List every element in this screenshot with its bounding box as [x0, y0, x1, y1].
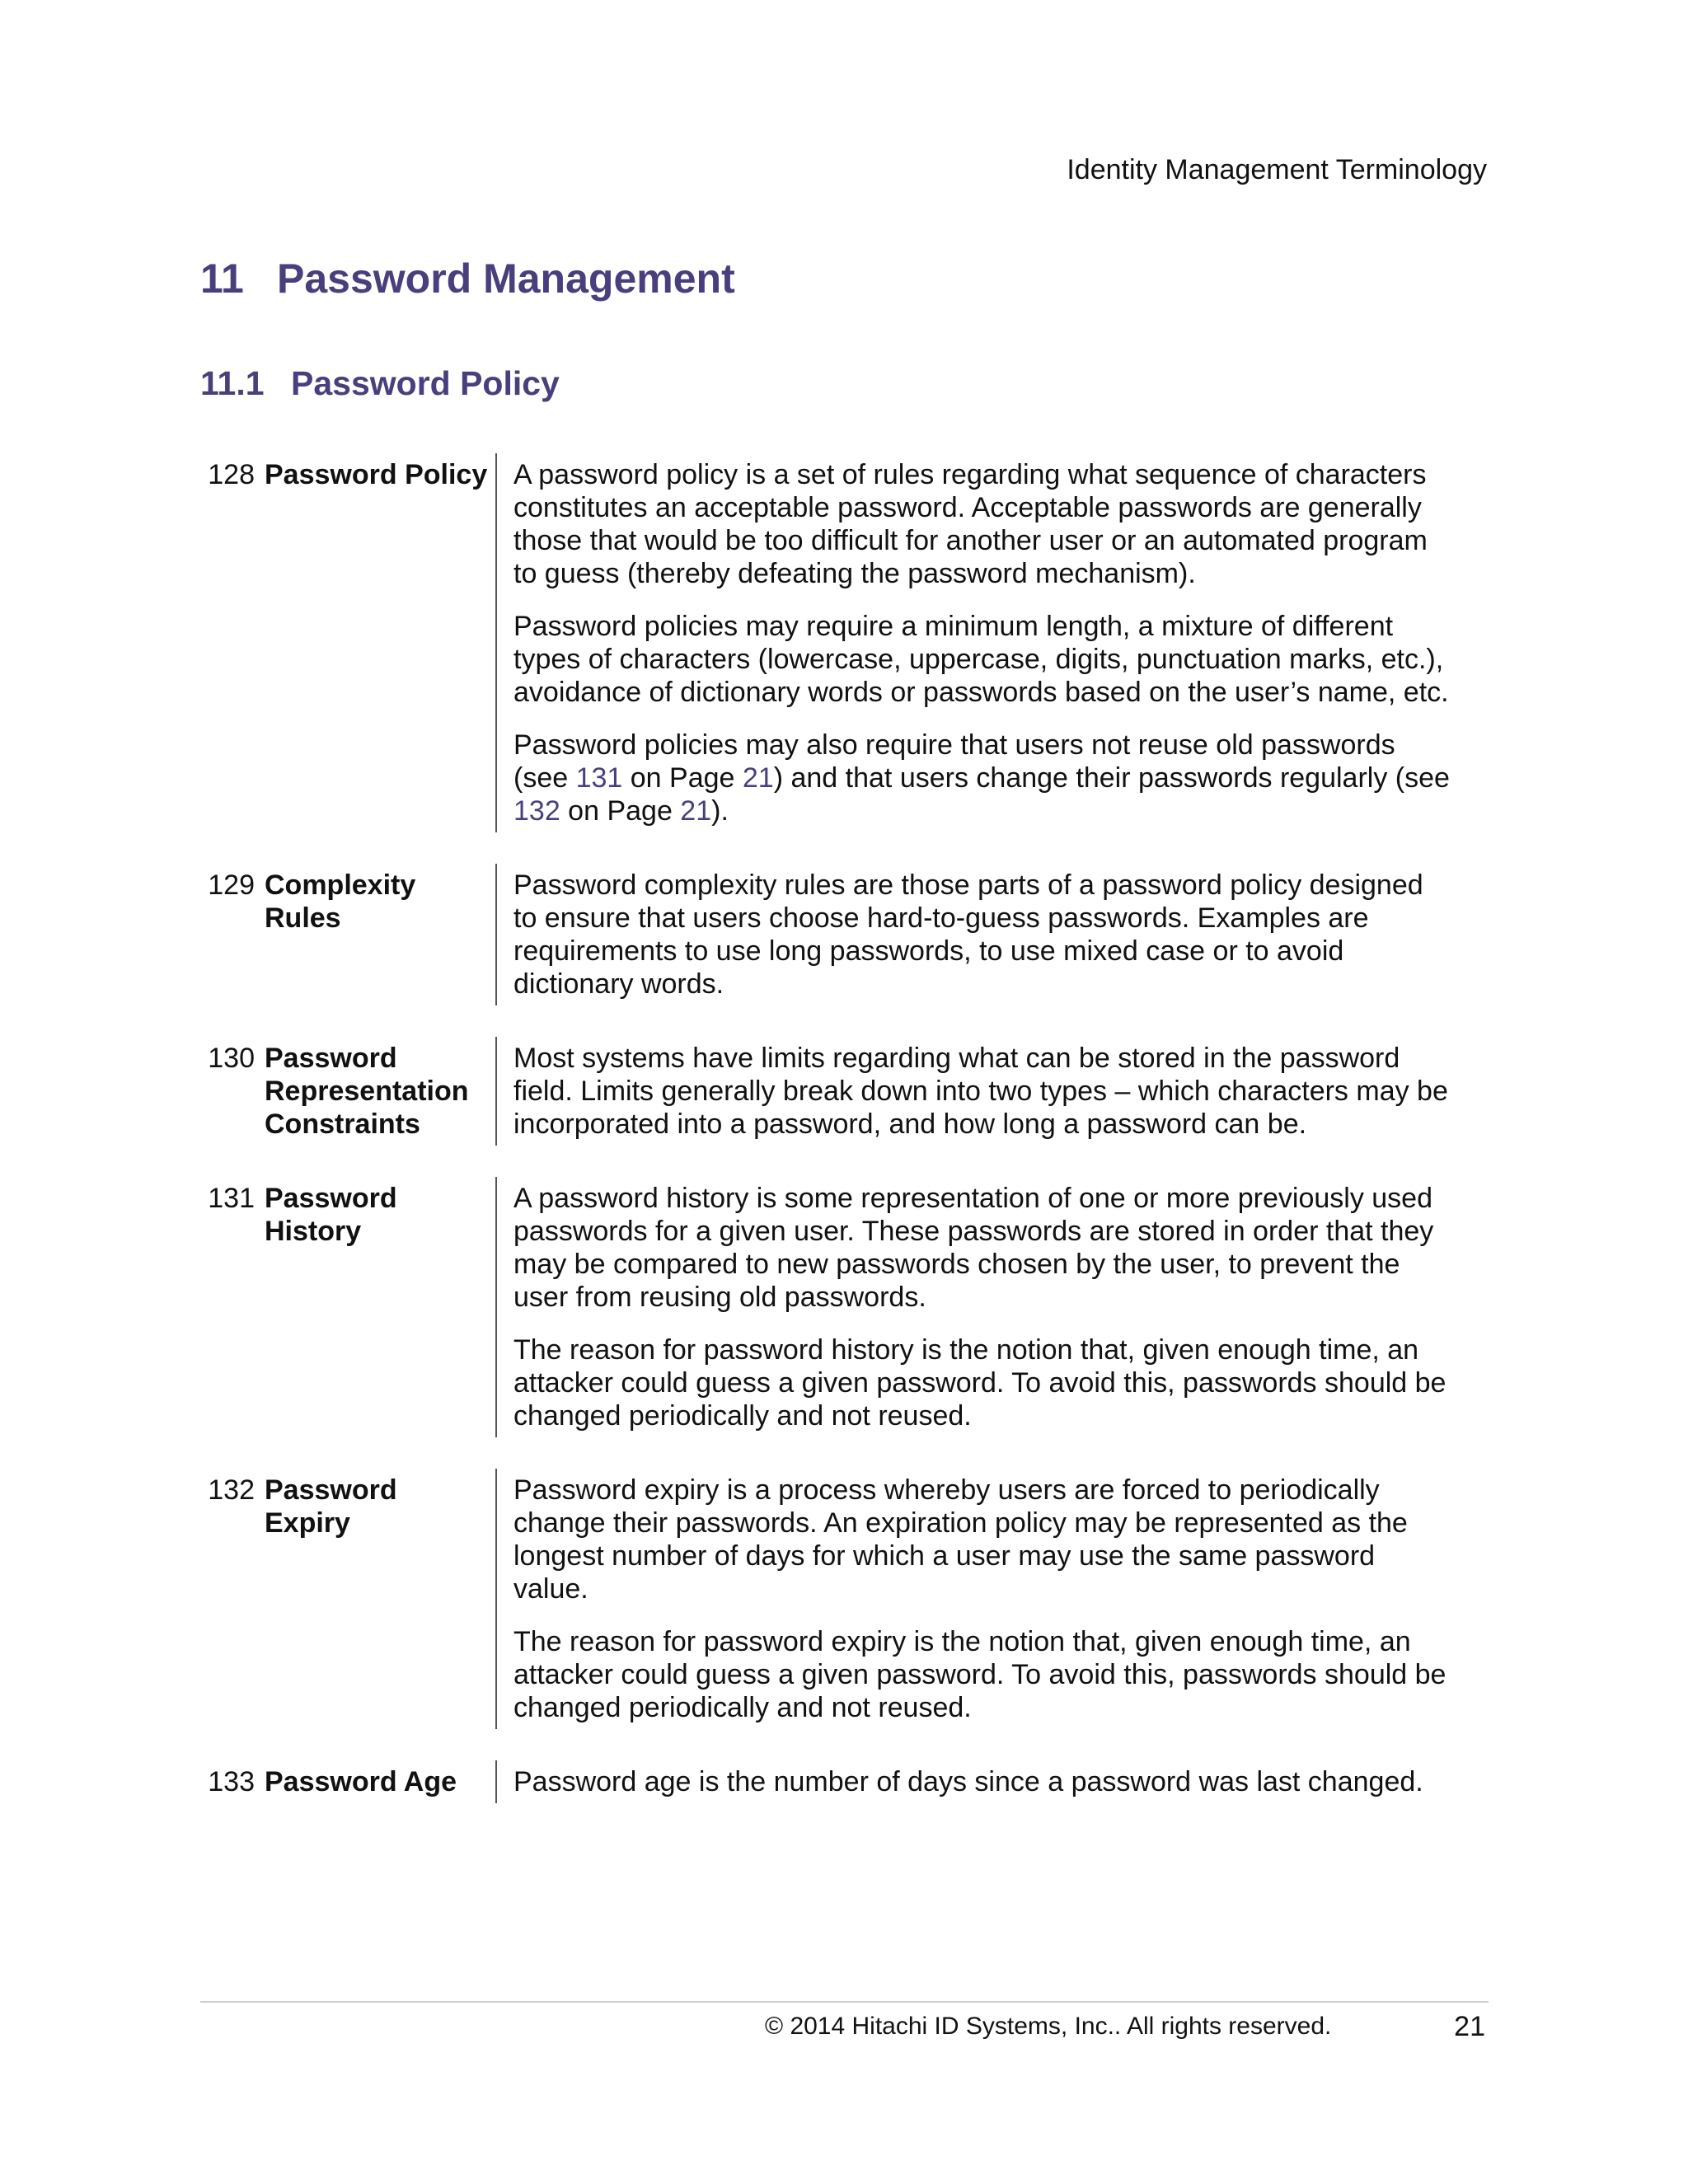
term-name: Password Policy — [265, 459, 488, 490]
running-header: Identity Management Terminology — [1067, 154, 1487, 185]
term-name — [265, 1182, 495, 1437]
term-number: 128 — [208, 459, 255, 490]
xref-link-131[interactable]: 131 — [575, 762, 623, 794]
definition-paragraph: Password expiry is a process whereby users are forced to periodically change their passwords. An expiration policy may be represented as the longest number of days for which a user may use the same password value. — [513, 1474, 1408, 1605]
term-name-line: Password — [265, 1043, 397, 1074]
definition-paragraph: Password complexity rules are those parts of a password policy designed to ensure that users choose hard-to-guess passwords. Examples are requirements to use long passwords, to use mixed case or to avoid dictionary words. — [513, 869, 1423, 1000]
term-definition — [495, 1760, 1451, 1803]
term-list — [200, 458, 1488, 1840]
section-title — [200, 363, 560, 404]
paragraph-text: on Page — [560, 795, 681, 827]
definition-paragraph: A password history is some representation of one or more previously used passwords for a given user. These passwords are stored in order that they may be compared to new passwords chosen by the user, to prevent the user from reusing old passwords. — [513, 1183, 1434, 1313]
term-number: 131 — [208, 1183, 255, 1214]
paragraph-text: Password policies may also require that users not reuse old passwords (see — [513, 729, 1395, 794]
definition-paragraph: The reason for password history is the notion that, given enough time, an attacker could guess a given password. To avoid this, passwords should be changed periodically and not reused. — [513, 1334, 1447, 1432]
page-number: 21 — [1454, 2011, 1485, 2042]
xref-link-132[interactable]: 132 — [513, 795, 560, 827]
term-name — [265, 869, 495, 1005]
definition-paragraph: Most systems have limits regarding what can be stored in the password field. Limits generally break down into two types – which characters may be incorporated into a password, and how long a password can be. — [513, 1043, 1448, 1140]
term-name — [265, 1474, 495, 1729]
term-definition — [495, 1469, 1451, 1729]
page-link[interactable]: 21 — [742, 762, 774, 794]
definition-paragraph: Password policies may require a minimum length, a mixture of different types of characters (lowercase, uppercase, digits, punctuation marks, etc.), avoidance of dictionary words or passwords based on the user’s name, etc. — [513, 611, 1449, 708]
definition-paragraph: Password age is the number of days since a password was last changed. — [513, 1766, 1423, 1797]
term-name-line: Password — [265, 1474, 397, 1506]
term-definition — [495, 1037, 1451, 1146]
paragraph-text: ) and that users change their passwords regularly (see — [773, 762, 1450, 794]
definition-paragraph: A password policy is a set of rules regarding what sequence of characters constitutes an acceptable password. Acceptable passwords are generally those that would be too difficult for another user or an automated program to guess (thereby defeating the password mechanism). — [513, 459, 1428, 589]
term-name: Password Age — [265, 1766, 457, 1797]
chapter-title — [200, 254, 735, 303]
term-name-line: Rules — [265, 902, 341, 934]
term-entry-password-history — [200, 1182, 1488, 1437]
term-number: 133 — [208, 1766, 255, 1797]
section-title-text: Password Policy — [291, 364, 560, 402]
term-entry-complexity-rules — [200, 869, 1488, 1005]
section-number: 11.1 — [200, 364, 265, 402]
term-name-line: Password — [265, 1183, 397, 1214]
term-number: 129 — [208, 869, 255, 901]
term-name-line: Expiry — [265, 1507, 350, 1539]
term-definition — [495, 1177, 1451, 1437]
term-entry-password-representation-constraints — [200, 1042, 1488, 1146]
term-name-line: Complexity — [265, 869, 416, 901]
definition-paragraph — [513, 729, 1451, 827]
term-name-line: Representation — [265, 1076, 469, 1107]
chapter-number: 11 — [200, 255, 244, 302]
term-name-line: History — [265, 1216, 362, 1247]
page-link[interactable]: 21 — [680, 795, 712, 827]
term-definition — [495, 864, 1451, 1005]
term-entry-password-expiry — [200, 1474, 1488, 1729]
term-number: 132 — [208, 1474, 255, 1506]
chapter-title-text: Password Management — [277, 255, 735, 302]
term-name — [265, 1042, 495, 1146]
paragraph-text: on Page — [622, 762, 743, 794]
definition-paragraph: The reason for password expiry is the notion that, given enough time, an attacker could guess a given password. To avoid this, passwords should be changed periodically and not reused. — [513, 1626, 1447, 1723]
term-name-line: Constraints — [265, 1108, 420, 1140]
footer-copyright: © 2014 Hitachi ID Systems, Inc.. All rights reserved. — [765, 2013, 1332, 2040]
paragraph-text: ). — [711, 795, 729, 827]
term-number: 130 — [208, 1043, 255, 1074]
term-entry-password-policy — [200, 458, 1488, 832]
term-entry-password-age — [200, 1765, 1488, 1803]
footer-divider — [200, 2001, 1489, 2003]
term-definition — [495, 453, 1451, 832]
